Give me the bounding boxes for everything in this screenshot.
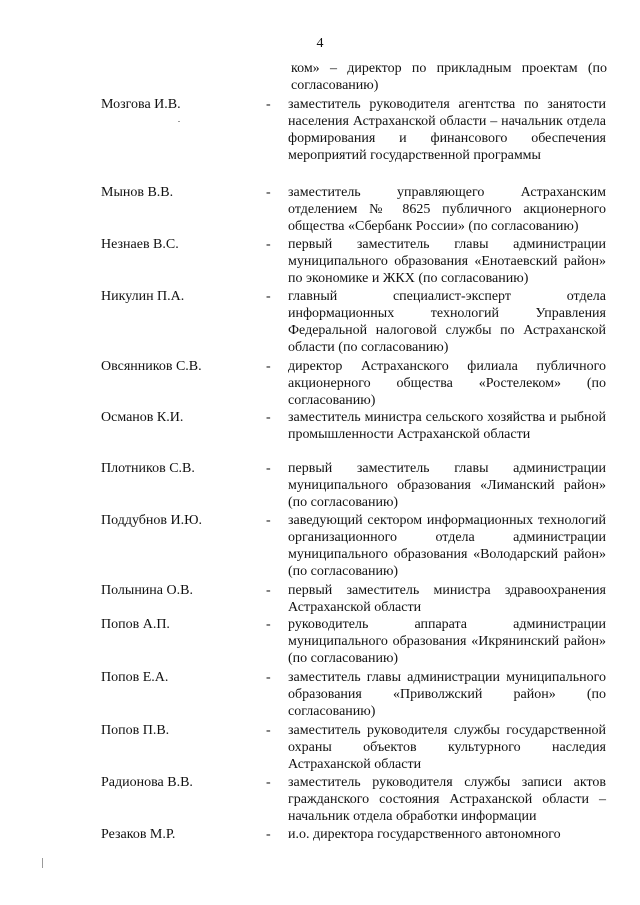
dash-separator: - — [266, 97, 271, 112]
member-role: главный специалист-эксперт отдела информационных технологий Управления Федеральной налоговой службы по Астраханской области (по согласованию) — [288, 289, 606, 355]
member-name: Радионова В.В. — [101, 775, 193, 790]
member-role: директор Астраханского филиала публичного акционерного общества «Ростелеком» (по согласованию) — [288, 359, 606, 408]
member-name: Попов А.П. — [101, 617, 170, 632]
dash-separator: - — [266, 359, 271, 374]
scan-speck — [42, 858, 43, 868]
scan-speck — [178, 121, 180, 122]
dash-separator: - — [266, 670, 271, 685]
dash-separator: - — [266, 461, 271, 476]
member-name: Османов К.И. — [101, 410, 184, 425]
dash-separator: - — [266, 827, 271, 842]
member-name: Незнаев В.С. — [101, 237, 179, 252]
dash-separator: - — [266, 583, 271, 598]
dash-separator: - — [266, 289, 271, 304]
member-name: Мозгова И.В. — [101, 97, 181, 112]
dash-separator: - — [266, 617, 271, 632]
member-name: Поддубнов И.Ю. — [101, 513, 202, 528]
member-role: заместитель руководителя агентства по занятости населения Астраханской области – начальник отдела формирования и финансового обеспечения мероприятий государственной программы — [288, 97, 606, 163]
member-role: заместитель управляющего Астраханским отделением № 8625 публичного акционерного общества «Сбербанк России» (по согласованию) — [288, 185, 606, 234]
member-role: первый заместитель главы администрации муниципального образования «Лиманский район» (по согласованию) — [288, 461, 606, 510]
member-name: Плотников С.В. — [101, 461, 195, 476]
member-name: Мынов В.В. — [101, 185, 174, 200]
member-role: руководитель аппарата администрации муниципального образования «Икрянинский район» (по согласованию) — [288, 617, 606, 666]
member-role: первый заместитель министра здравоохранения Астраханской области — [288, 583, 606, 615]
member-name: Овсянников С.В. — [101, 359, 202, 374]
dash-separator: - — [266, 237, 271, 252]
continuation-text: ком» – директор по прикладным проектам (по согласованию) — [291, 61, 607, 93]
member-name: Попов Е.А. — [101, 670, 169, 685]
member-role: первый заместитель главы администрации муниципального образования «Енотаевский район» по экономике и ЖКХ (по согласованию) — [288, 237, 606, 286]
member-role: заместитель руководителя службы записи актов гражданского состояния Астраханской области – начальник отдела обработки информации — [288, 775, 606, 824]
dash-separator: - — [266, 410, 271, 425]
member-role: заместитель министра сельского хозяйства и рыбной промышленности Астраханской области — [288, 410, 606, 442]
member-name: Попов П.В. — [101, 723, 170, 738]
member-name: Резаков М.Р. — [101, 827, 176, 842]
member-role: заместитель руководителя службы государственной охраны объектов культурного наследия Астраханской области — [288, 723, 606, 772]
page-number: 4 — [316, 36, 324, 51]
dash-separator: - — [266, 775, 271, 790]
dash-separator: - — [266, 185, 271, 200]
dash-separator: - — [266, 723, 271, 738]
member-role: и.о. директора государственного автономного — [288, 827, 561, 842]
dash-separator: - — [266, 513, 271, 528]
member-name: Полынина О.В. — [101, 583, 193, 598]
member-name: Никулин П.А. — [101, 289, 185, 304]
member-role: заведующий сектором информационных технологий организационного отдела администрации муниципального образования «Володарский район» (по согласованию) — [288, 513, 606, 579]
member-role: заместитель главы администрации муниципального образования «Приволжский район» (по согласованию) — [288, 670, 606, 719]
